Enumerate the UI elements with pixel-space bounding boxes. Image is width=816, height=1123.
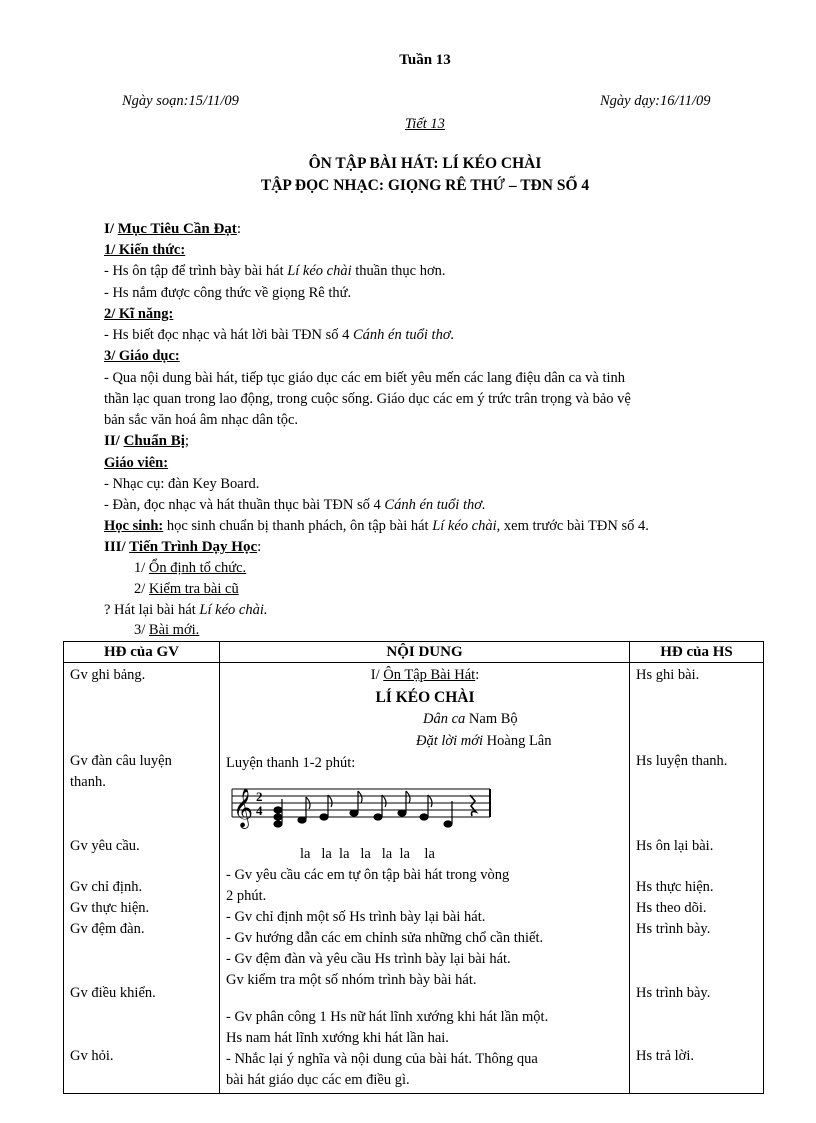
title-line-2: TẬP ĐỌC NHẠC: GIỌNG RÊ THỨ – TĐN SỐ 4 [260,177,590,194]
song-origin: Dân ca Nam Bộ [423,711,518,727]
education-line-3: bản sắc văn hoá âm nhạc dân tộc. [104,412,299,428]
knowledge-heading: 1/ Kiến thức: [104,242,186,258]
hs-item: Hs theo dõi. [636,900,707,916]
skill-heading: 2/ Kĩ năng: [104,306,174,322]
skill-item-1: - Hs biết đọc nhạc và hát lời bài TĐN số 4 Cánh én tuổi thơ. [104,327,455,343]
teacher-heading: Giáo viên: [104,455,169,471]
header-teacher-activity: HĐ của GV [64,642,220,663]
gv-item: Gv đệm đàn. [70,921,145,937]
content-line: Gv kiểm tra một số nhóm trình bày bài hát. [226,972,477,988]
hs-item: Hs ghi bài. [636,667,700,683]
time-signature-bottom: 4 [256,803,263,818]
teach-date: Ngày dạy:16/11/09 [600,93,711,109]
gv-item: Gv thực hiện. [70,900,150,916]
lesson-table [63,641,764,1094]
gv-item: Gv hỏi. [70,1048,114,1064]
warmup-syllables: la la la la la la la [300,846,435,862]
teacher-item-2: - Đàn, đọc nhạc và hát thuần thục bài TĐN số 4 Cánh én tuổi thơ. [104,497,486,513]
gv-item: thanh. [70,774,106,790]
process-step-2: 2/ Kiểm tra bài cũ [134,581,239,597]
content-line: - Gv phân công 1 Hs nữ hát lĩnh xướng khi hát lần một. [226,1009,549,1025]
gv-item: Gv ghi bảng. [70,667,146,683]
week-title: Tuần 13 [399,52,451,68]
education-heading: 3/ Giáo dục: [104,348,180,364]
table-row [64,663,764,1094]
education-line-2: thần lạc quan trong lao động, trong cuộc sống. Giáo dục các em ý trức trân trọng và bảo vệ [104,391,631,407]
gv-item: Gv yêu cầu. [70,838,140,854]
prep-date: Ngày soạn:15/11/09 [122,93,239,109]
hs-item: Hs thực hiện. [636,879,714,895]
song-lyricist: Đặt lời mới Hoàng Lân [416,733,552,749]
content-line: bài hát giáo dục các em điều gì. [226,1072,410,1088]
content-section-heading: I/ Ôn Tập Bài Hát: [370,667,480,683]
teacher-item-1: - Nhạc cụ: đàn Key Board. [104,476,260,492]
student-activity-cell [630,663,764,1094]
hs-item: Hs trả lời. [636,1048,695,1064]
hs-item: Hs trình bày. [636,921,711,937]
music-staff [226,779,496,831]
hs-item: Hs ôn lại bài. [636,838,714,854]
content-line: - Gv chỉ định một số Hs trình bày lại bài hát. [226,909,486,925]
preparation-heading: II/ Chuẩn Bị; [104,433,190,449]
content-line: - Gv yêu cầu các em tự ôn tập bài hát trong vòng [226,867,510,883]
content-line: - Gv hướng dẫn các em chỉnh sửa những chổ cần thiết. [226,930,544,946]
header-content: NỘI DUNG [220,642,630,663]
time-signature-top: 2 [256,789,263,804]
header-student-activity: HĐ của HS [630,642,764,663]
process-step-3: 3/ Bài mới. [134,622,200,638]
table-header-row [64,642,764,663]
review-question: ? Hát lại bài hát Lí kéo chài. [104,602,268,618]
knowledge-item-1: - Hs ôn tập để trình bày bài hát Lí kéo chài thuần thục hơn. [104,263,446,279]
period: Tiết 13 [405,116,445,132]
process-heading: III/ Tiến Trình Dạy Học: [104,539,262,555]
teacher-activity-cell [64,663,220,1094]
hs-item: Hs luyện thanh. [636,753,728,769]
content-line: - Gv đệm đàn và yêu cầu Hs trình bày lại bài hát. [226,951,511,967]
process-step-1: 1/ Ổn định tổ chức. [134,560,247,576]
objectives-heading: I/ Mục Tiêu Cần Đạt: [104,221,241,237]
education-line-1: - Qua nội dung bài hát, tiếp tục giáo dục các em biết yêu mến các lang điệu dân ca và tinh [104,370,626,386]
content-cell [220,663,630,1094]
content-line: Hs nam hát lĩnh xướng khi hát lần hai. [226,1030,449,1046]
rest-icon [470,795,476,816]
title-line-1: ÔN TẬP BÀI HÁT: LÍ KÉO CHÀI [308,155,542,172]
treble-clef-icon: 𝄞 [233,788,254,828]
gv-item: Gv điều khiển. [70,985,156,1001]
hs-item: Hs trình bày. [636,985,711,1001]
content-line: - Nhắc lại ý nghĩa và nội dung của bài hát. Thông qua [226,1051,538,1067]
content-line: 2 phút. [226,888,267,904]
student-line: Học sinh: học sinh chuẩn bị thanh phách, ôn tập bài hát Lí kéo chài, xem trước bài TĐN số 4. [104,518,649,534]
song-title: LÍ KÉO CHÀI [375,689,475,706]
warmup-label: Luyện thanh 1-2 phút: [226,755,356,771]
gv-item: Gv chỉ định. [70,879,143,895]
gv-item: Gv đàn câu luyện [70,753,172,769]
knowledge-item-2: - Hs nắm được công thức về giọng Rê thứ. [104,285,352,301]
